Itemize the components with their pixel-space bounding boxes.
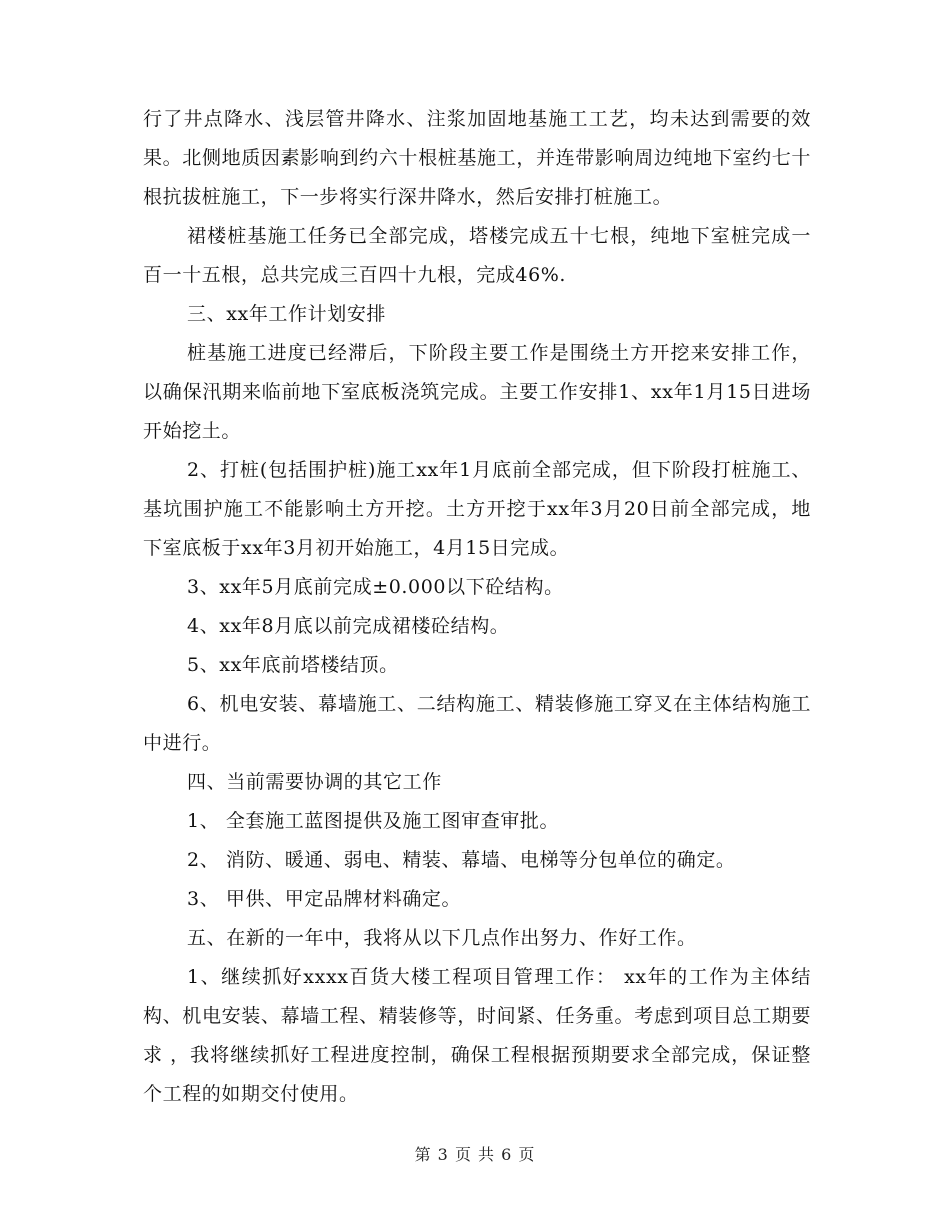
document-body	[143, 100, 811, 1114]
paragraph-4: 桩基施工进度已经滞后，下阶段主要工作是围绕土方开挖来安排工作，以确保汛期来临前地下室底板浇筑完成。主要工作安排1、xx年1月15日进场开始挖土。	[143, 342, 811, 442]
plan-item-2: 2、打桩(包括围护桩)施工xx年1月底前全部完成，但下阶段打桩施工、基坑围护施工不能影响土方开挖。土方开挖于xx年3月20日前全部完成，地下室底板于xx年3月初开始施工，4月15日完成。	[143, 459, 811, 559]
paragraph-1: 行了井点降水、浅层管井降水、注浆加固地基施工工艺，均未达到需要的效果。北侧地质因素影响到约六十根桩基施工，并连带影响周边纯地下室约七十根抗拔桩施工，下一步将实行深井降水，然后安排打桩施工。	[143, 108, 811, 208]
section-heading-3: 三、xx年工作计划安排	[187, 303, 387, 325]
effort-item-1: 1、继续抓好xxxx百货大楼工程项目管理工作： xx年的工作为主体结构、机电安装、幕墙工程、精装修等，时间紧、任务重。考虑到项目总工期要求 ，我将继续抓好工程进度控制，确保工程根据预期要求全部完成，保证整个工程的如期交付使用。	[143, 966, 811, 1105]
coordination-item-2: 2、 消防、暖通、弱电、精装、幕墙、电梯等分包单位的确定。	[187, 849, 736, 871]
page-number-footer: 第 3 页 共 6 页	[414, 1145, 536, 1164]
section-heading-4: 四、当前需要协调的其它工作	[187, 771, 442, 793]
coordination-item-3: 3、 甲供、甲定品牌材料确定。	[187, 888, 462, 910]
paragraph-2: 裙楼桩基施工任务已全部完成，塔楼完成五十七根，纯地下室桩完成一百一十五根，总共完成三百四十九根，完成46%.	[143, 225, 811, 286]
plan-item-5: 5、xx年底前塔楼结顶。	[187, 654, 399, 676]
plan-item-6: 6、机电安装、幕墙施工、二结构施工、精装修施工穿叉在主体结构施工中进行。	[143, 693, 811, 754]
section-heading-5: 五、在新的一年中，我将从以下几点作出努力、作好工作。	[187, 927, 697, 949]
plan-item-4: 4、xx年8月底以前完成裙楼砼结构。	[187, 615, 510, 637]
coordination-item-1: 1、 全套施工蓝图提供及施工图审查审批。	[187, 810, 560, 832]
plan-item-3: 3、xx年5月底前完成±0.000以下砼结构。	[187, 576, 564, 598]
